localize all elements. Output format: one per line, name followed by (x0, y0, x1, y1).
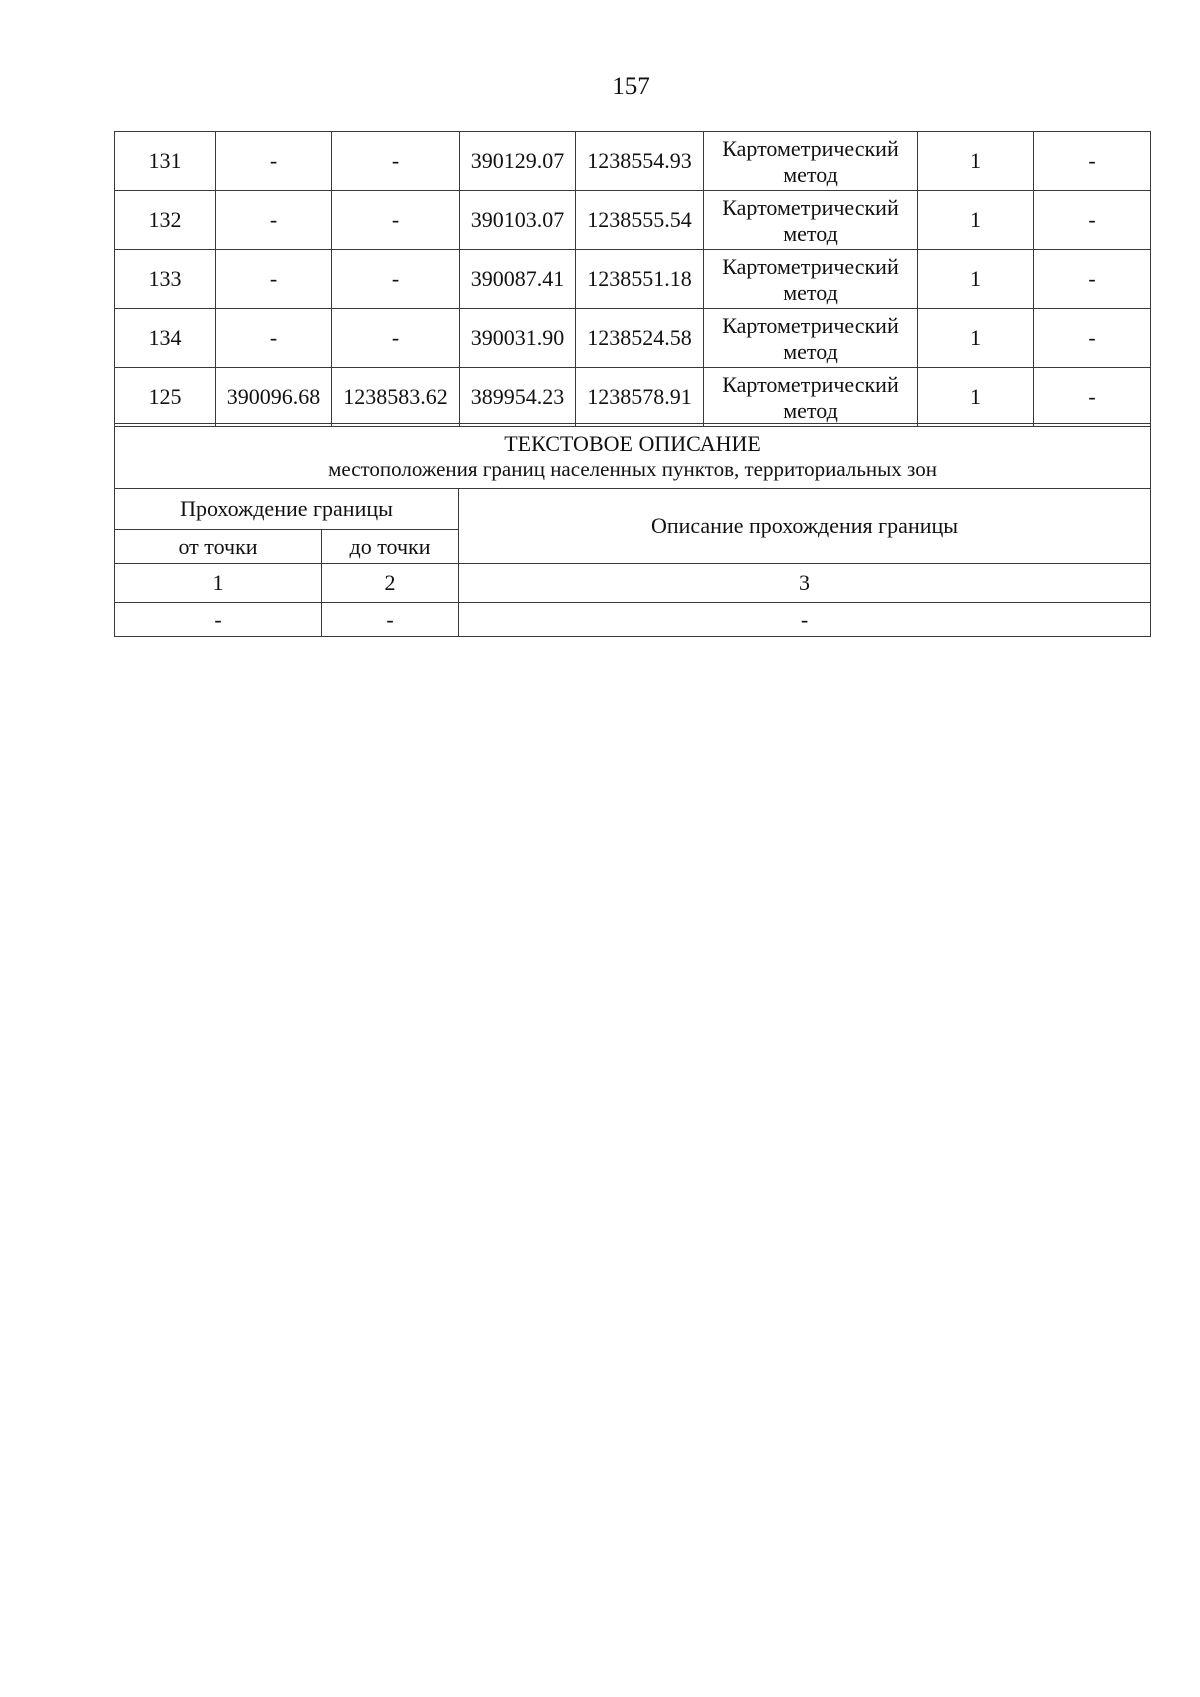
cell-y-refined: 1238554.93 (576, 132, 704, 191)
cell-point-number: 125 (115, 368, 216, 427)
header-to-point: до точки (322, 530, 459, 564)
cell-accuracy: 1 (918, 191, 1034, 250)
text-description-table (114, 423, 1151, 637)
cell-method (704, 309, 918, 368)
table-row (115, 309, 1151, 368)
method-line-2: метод (783, 220, 838, 246)
cell-x-existing: - (216, 191, 332, 250)
cell-method (704, 191, 918, 250)
cell-x-refined: 390129.07 (460, 132, 576, 191)
cell-y-existing: - (332, 132, 460, 191)
cell-note: - (1034, 132, 1151, 191)
cell-y-existing: 1238583.62 (332, 368, 460, 427)
table-row (115, 132, 1151, 191)
cell-x-existing: - (216, 250, 332, 309)
text-description-title-cell (115, 424, 1151, 489)
coordinates-table (114, 131, 1151, 427)
method-line-1: Картометрический (722, 371, 899, 397)
cell-note: - (1034, 250, 1151, 309)
method-line-1: Картометрический (722, 194, 899, 220)
cell-note: - (1034, 191, 1151, 250)
cell-accuracy: 1 (918, 368, 1034, 427)
cell-x-refined: 389954.23 (460, 368, 576, 427)
column-number-1: 1 (115, 564, 322, 603)
cell-y-refined: 1238524.58 (576, 309, 704, 368)
header-passage: Прохождение границы (115, 489, 459, 530)
method-line-2: метод (783, 397, 838, 423)
cell-point-number: 132 (115, 191, 216, 250)
row-value-to: - (322, 603, 459, 637)
cell-method (704, 368, 918, 427)
cell-x-existing: 390096.68 (216, 368, 332, 427)
cell-note: - (1034, 309, 1151, 368)
cell-x-refined: 390103.07 (460, 191, 576, 250)
header-from-point: от точки (115, 530, 322, 564)
cell-y-refined: 1238578.91 (576, 368, 704, 427)
cell-point-number: 131 (115, 132, 216, 191)
cell-y-refined: 1238551.18 (576, 250, 704, 309)
method-line-2: метод (783, 338, 838, 364)
cell-point-number: 134 (115, 309, 216, 368)
cell-note: - (1034, 368, 1151, 427)
method-line-1: Картометрический (722, 312, 899, 338)
table-row (115, 368, 1151, 427)
cell-accuracy: 1 (918, 250, 1034, 309)
cell-y-existing: - (332, 250, 460, 309)
table-row (115, 250, 1151, 309)
header-description: Описание прохождения границы (459, 489, 1151, 564)
method-line-1: Картометрический (722, 135, 899, 161)
method-line-2: метод (783, 279, 838, 305)
cell-accuracy: 1 (918, 132, 1034, 191)
column-number-3: 3 (459, 564, 1151, 603)
cell-method (704, 250, 918, 309)
cell-point-number: 133 (115, 250, 216, 309)
cell-x-existing: - (216, 132, 332, 191)
text-description-title: ТЕКСТОВОЕ ОПИСАНИЕ (504, 431, 761, 456)
cell-x-existing: - (216, 309, 332, 368)
cell-y-existing: - (332, 191, 460, 250)
cell-method (704, 132, 918, 191)
cell-x-refined: 390087.41 (460, 250, 576, 309)
cell-y-existing: - (332, 309, 460, 368)
column-number-2: 2 (322, 564, 459, 603)
cell-y-refined: 1238555.54 (576, 191, 704, 250)
cell-accuracy: 1 (918, 309, 1034, 368)
row-value-from: - (115, 603, 322, 637)
method-line-2: метод (783, 161, 838, 187)
method-line-1: Картометрический (722, 253, 899, 279)
page-number: 157 (612, 73, 650, 100)
cell-x-refined: 390031.90 (460, 309, 576, 368)
text-description-subtitle: местоположения границ населенных пунктов, территориальных зон (328, 457, 937, 481)
row-value-description: - (459, 603, 1151, 637)
table-row (115, 191, 1151, 250)
